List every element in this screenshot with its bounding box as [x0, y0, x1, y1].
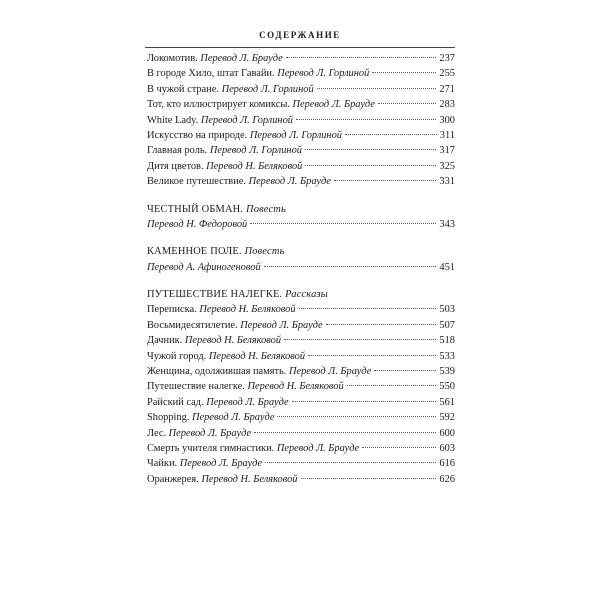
toc-entry[interactable] [147, 82, 455, 97]
section-genre: Рассказы [285, 289, 328, 301]
entry-translator: Перевод Н. Беляковой [208, 350, 306, 362]
entry-title-text: Лес. [147, 427, 167, 439]
entry-page-number: 533 [439, 350, 455, 362]
entry-translator: Перевод Л. Горлиной [221, 83, 314, 95]
entry-translator: Перевод Л. Брауде [200, 53, 283, 64]
entry-translator: Перевод Л. Горлиной [249, 129, 342, 141]
section-genre: Повесть [245, 203, 286, 215]
entry-title [147, 410, 274, 425]
toc-entry[interactable] [147, 349, 455, 364]
entry-title [147, 349, 305, 364]
dot-leader [378, 103, 436, 104]
toc-entry[interactable] [147, 333, 455, 348]
entry-page-number: 283 [439, 99, 455, 111]
dot-leader [264, 266, 437, 267]
entry-title-text: Искусство на природе. [147, 129, 248, 141]
page-header: СОДЕРЖАНИЕ [259, 30, 341, 40]
toc-entry[interactable] [147, 260, 455, 275]
entry-translator: Перевод Н. Беляковой [247, 381, 344, 393]
entry-title-text: Чайки. [147, 458, 178, 470]
entry-page-number: 255 [439, 68, 455, 80]
entry-page-number: 539 [439, 366, 455, 378]
dot-leader [305, 149, 436, 150]
entry-page-number: 603 [439, 442, 455, 454]
dot-leader [250, 223, 436, 224]
entry-translator: Перевод Н. Беляковой [184, 335, 282, 347]
entry-title-text: В чужой стране. [147, 83, 219, 95]
entry-translator: Перевод Л. Горлиной [209, 145, 302, 157]
entry-page-number: 451 [439, 261, 455, 273]
entry-title-text: White Lady. [147, 114, 199, 126]
toc-entry[interactable] [147, 217, 455, 232]
entry-title-text: Смерть учителя гимнастики. [147, 442, 275, 454]
entry-page-number: 343 [439, 218, 455, 230]
entry-translator: Перевод Н. Беляковой [201, 473, 298, 485]
entry-title [147, 333, 281, 348]
entry-title-text: Чужой город. [147, 350, 207, 362]
entry-title [147, 260, 261, 275]
toc-entry[interactable] [147, 113, 455, 128]
entry-page-number: 626 [439, 473, 455, 485]
entry-translator: Перевод Л. Брауде [248, 176, 331, 188]
entry-title-text: Дитя цветов. [147, 160, 204, 172]
entry-title [147, 51, 283, 66]
toc-entry[interactable] [147, 302, 455, 317]
dot-leader [326, 324, 437, 325]
stories-group [147, 51, 455, 190]
section-genre: Повесть [244, 246, 285, 258]
dot-leader [305, 165, 436, 166]
toc-entry[interactable] [147, 66, 455, 81]
entry-translator: Перевод Л. Брауде [276, 442, 360, 454]
entry-translator: Перевод Л. Брауде [192, 412, 275, 424]
dot-leader [345, 134, 437, 135]
entry-title [147, 82, 314, 97]
entry-title-text: Дачник. [147, 335, 183, 347]
entry-title [147, 426, 251, 441]
entry-title-text: Локомотив. [147, 53, 198, 64]
dot-leader [301, 478, 437, 479]
toc-entry[interactable] [147, 143, 455, 158]
dot-leader [299, 308, 437, 309]
dot-leader [362, 447, 436, 448]
entry-title [147, 159, 302, 174]
section-title-text: ЧЕСТНЫЙ ОБМАН. [147, 203, 244, 215]
entry-page-number: 507 [439, 319, 455, 331]
dot-leader [372, 72, 436, 73]
entry-title [147, 456, 262, 471]
entry-title [147, 66, 369, 81]
toc-entry[interactable] [147, 441, 455, 456]
entry-title [147, 174, 331, 189]
entry-title [147, 379, 344, 394]
entry-translator: Перевод Л. Брауде [240, 319, 323, 331]
entry-page-number: 271 [439, 83, 455, 95]
section-title [147, 287, 455, 302]
entry-translator: Перевод Н. Беляковой [199, 304, 296, 316]
entry-translator: Перевод А. Афиногеновой [147, 261, 261, 273]
entry-page-number: 325 [439, 160, 455, 172]
entry-title [147, 441, 359, 456]
entry-page-number: 317 [439, 145, 455, 157]
entry-page-number: 518 [439, 335, 455, 347]
toc-entry[interactable] [147, 128, 455, 143]
toc-entry[interactable] [147, 379, 455, 394]
section-travel-light [147, 287, 455, 487]
toc-entry[interactable] [147, 174, 455, 189]
section-stone-field [147, 244, 455, 275]
entry-title [147, 143, 302, 158]
entry-title-text: Оранжерея. [147, 473, 199, 485]
toc-entry[interactable] [147, 395, 455, 410]
dot-leader [277, 416, 436, 417]
entry-title-text: Райский сад. [147, 396, 204, 408]
entry-translator: Перевод Л. Брауде [168, 427, 252, 439]
dot-leader [286, 57, 437, 58]
entry-title-text: Женщина, одолжившая память. [147, 366, 287, 378]
entry-page-number: 311 [439, 129, 455, 141]
entry-title-text: Shopping. [147, 412, 190, 424]
entry-title [147, 472, 298, 487]
entry-page-number: 550 [439, 381, 455, 393]
entry-title-text: Великое путешествие. [147, 176, 246, 188]
toc-entry[interactable] [147, 410, 455, 425]
entry-title [147, 395, 289, 410]
dot-leader [254, 432, 436, 433]
entry-title [147, 217, 247, 232]
entry-page-number: 237 [439, 53, 455, 64]
toc-entry[interactable] [147, 97, 455, 112]
entry-page-number: 616 [439, 458, 455, 470]
entry-title [147, 302, 296, 317]
entry-title-text: Путешествие налегке. [147, 381, 245, 393]
toc-entry[interactable] [147, 456, 455, 471]
toc-entry[interactable] [147, 364, 455, 379]
entry-title [147, 128, 342, 143]
entry-page-number: 592 [439, 412, 455, 424]
section-title [147, 202, 455, 217]
entry-translator: Перевод Л. Брауде [179, 458, 263, 470]
dot-leader [374, 370, 436, 371]
entry-translator: Перевод Л. Брауде [206, 396, 289, 408]
entry-title-text: Восьмидесятилетие. [147, 319, 238, 331]
dot-leader [284, 339, 436, 340]
dot-leader [296, 119, 436, 120]
entry-title-text: Главная роль. [147, 145, 208, 157]
entry-page-number: 561 [439, 396, 455, 408]
entry-title [147, 364, 371, 379]
dot-leader [334, 180, 436, 181]
table-of-contents [147, 51, 455, 487]
entry-title-text: В городе Хило, штат Гавайи. [147, 68, 275, 80]
entry-page-number: 600 [439, 427, 455, 439]
entry-title [147, 113, 293, 128]
entry-page-number: 331 [439, 176, 455, 188]
section-title-text: КАМЕННОЕ ПОЛЕ. [147, 246, 242, 258]
section-title-text: ПУТЕШЕСТВИЕ НАЛЕГКЕ. [147, 289, 283, 301]
entry-title-text: Тот, кто иллюстрирует комиксы. [147, 99, 290, 111]
entry-translator: Перевод Н. Беляковой [206, 160, 303, 172]
dot-leader [292, 401, 437, 402]
entry-translator: Перевод Л. Брауде [292, 99, 375, 111]
entry-translator: Перевод Л. Горлиной [277, 68, 370, 80]
dot-leader [265, 462, 436, 463]
entry-translator: Перевод Л. Горлиной [200, 114, 293, 126]
section-honest-deception [147, 202, 455, 233]
dot-leader [308, 355, 436, 356]
entry-translator: Перевод Н. Федоровой [147, 218, 248, 230]
entry-translator: Перевод Л. Брауде [288, 366, 372, 378]
stories-group [147, 302, 455, 487]
header-divider [145, 47, 455, 48]
toc-entry[interactable] [147, 318, 455, 333]
entry-page-number: 300 [439, 114, 455, 126]
entry-title [147, 318, 323, 333]
dot-leader [317, 88, 437, 89]
toc-entry[interactable] [147, 426, 455, 441]
entry-page-number: 503 [439, 304, 455, 316]
entry-title-text: Переписка. [147, 304, 197, 316]
toc-entry[interactable] [147, 472, 455, 487]
toc-entry[interactable] [147, 51, 455, 66]
toc-entry[interactable] [147, 159, 455, 174]
entry-title [147, 97, 375, 112]
dot-leader [347, 385, 437, 386]
section-title [147, 244, 455, 259]
